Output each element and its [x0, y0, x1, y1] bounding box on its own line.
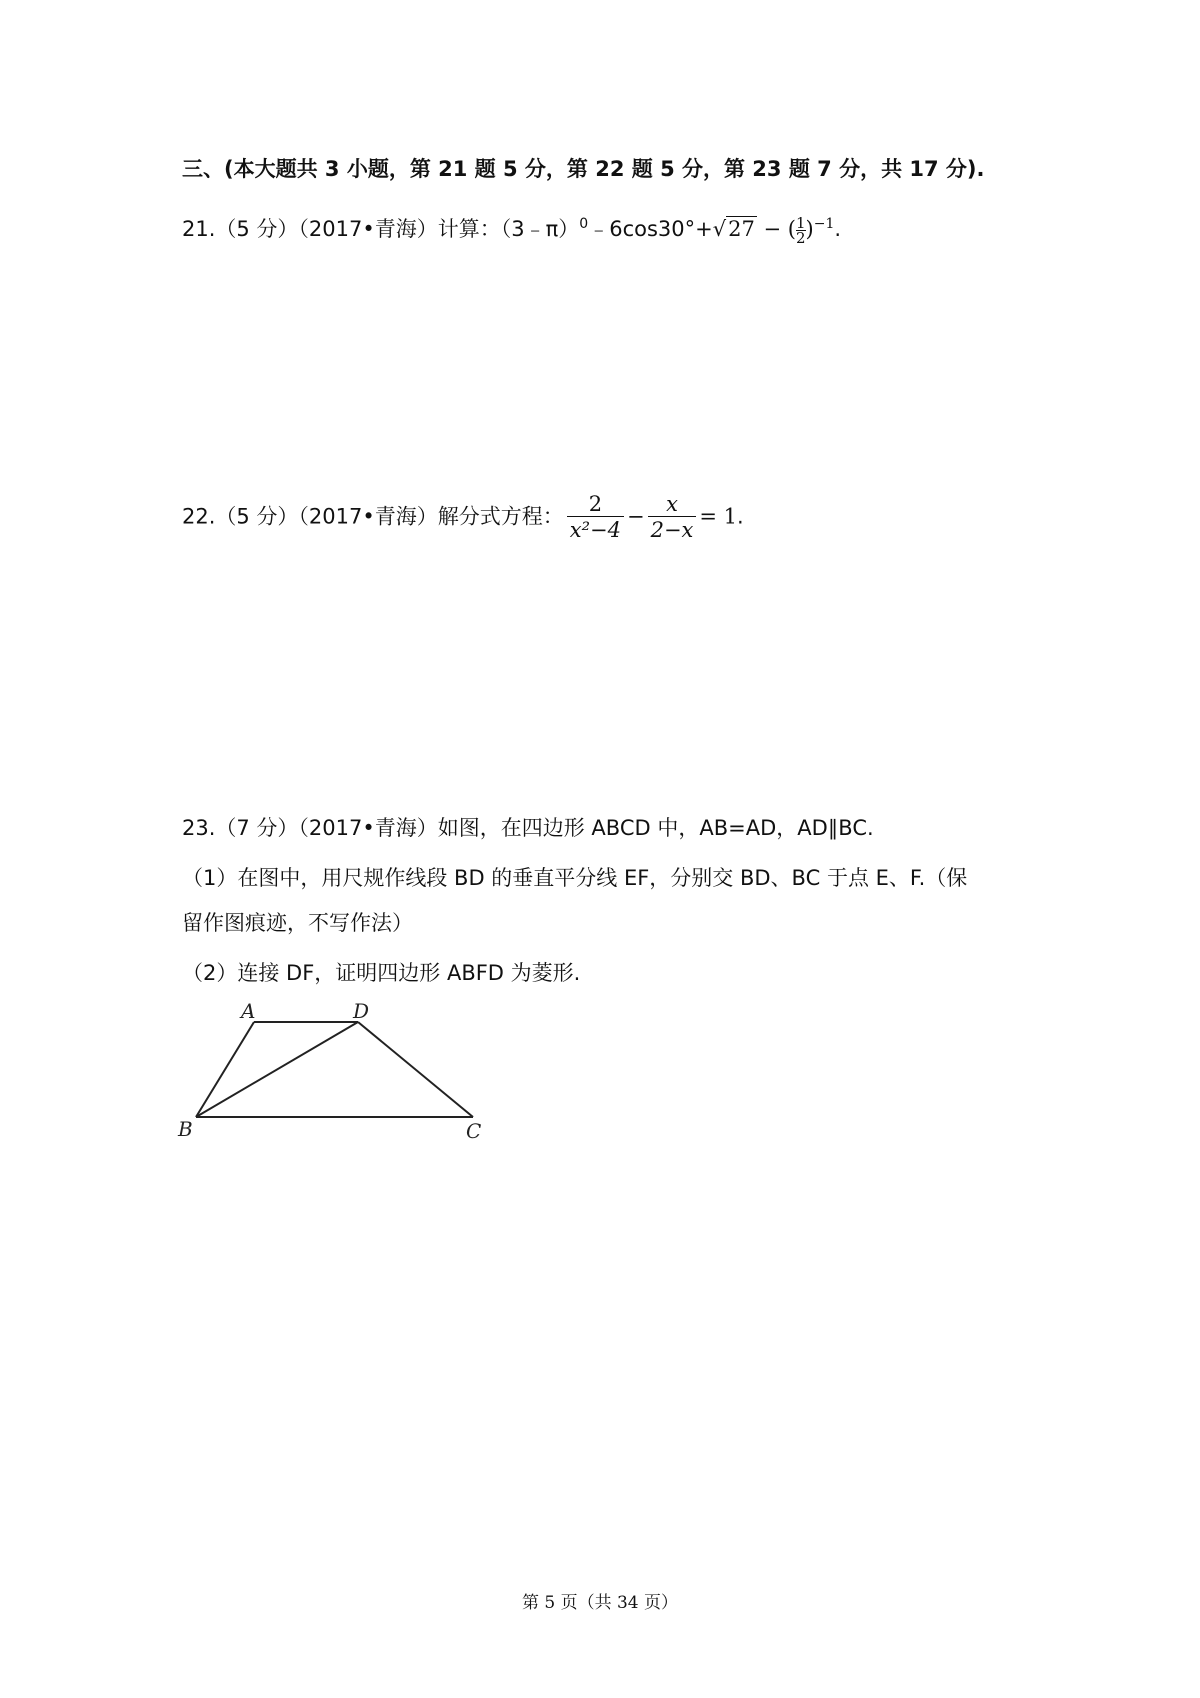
q21-end: . [834, 217, 842, 241]
q21-minus: − ( [756, 217, 796, 241]
q22-prefix: 22.（5 分）（2017•青海）解分式方程： [182, 504, 564, 529]
q23-line-2: （1）在图中，用尺规作线段 BD 的垂直平分线 EF，分别交 BD、BC 于点 E、F.（保 [182, 866, 968, 890]
question-21 [182, 209, 841, 245]
q23-line-4: （2）连接 DF，证明四边形 ABFD 为菱形. [182, 961, 581, 985]
q21-frac-den: 2 [795, 228, 806, 247]
q23-line-3: 留作图痕迹，不写作法） [182, 911, 413, 935]
page-footer: 第 5 页（共 34 页） [521, 1593, 679, 1613]
section-heading: 三、(本大题共 3 小题，第 21 题 5 分，第 22 题 5 分，第 23 题 7 分，共 17 分). [182, 157, 985, 181]
label-c: C [466, 1119, 482, 1143]
q21-sqrt-arg: 27 [728, 217, 755, 241]
q22-end: . [737, 504, 744, 529]
quadrilateral-figure [175, 1000, 515, 1150]
q21-middle: ﹣6cos30°+ [588, 217, 713, 241]
q22-f2-den: 2−x [648, 516, 697, 543]
q21-prefix: 21.（5 分）（2017•青海）计算：（3﹣π） [182, 217, 580, 241]
q22-f2-num: x [666, 492, 678, 516]
q22-f1-num: 2 [588, 492, 603, 516]
label-d: D [353, 1000, 370, 1023]
segment-dc [358, 1022, 473, 1117]
sqrt-icon: √ [712, 217, 727, 241]
segment-bd [196, 1022, 358, 1117]
q22-f1-den: x²−4 [567, 516, 624, 543]
q21-exponent-zero: 0 [579, 216, 589, 232]
q22-minus: − [626, 504, 645, 529]
segment-ab [196, 1022, 254, 1117]
q22-fraction-1 [567, 492, 624, 543]
q22-fraction-2 [648, 492, 697, 543]
q21-exponent-neg1: −1 [813, 216, 835, 232]
question-22 [182, 492, 744, 543]
q22-rhs: = 1 [699, 504, 738, 529]
label-a: A [241, 1000, 256, 1023]
q23-line-1: 23.（7 分）（2017•青海）如图，在四边形 ABCD 中，AB=AD，AD∥BC. [182, 816, 874, 840]
q21-fraction [795, 213, 806, 247]
q21-frac-num: 1 [795, 213, 806, 232]
q21-close: ) [805, 217, 814, 241]
label-b: B [178, 1117, 193, 1141]
